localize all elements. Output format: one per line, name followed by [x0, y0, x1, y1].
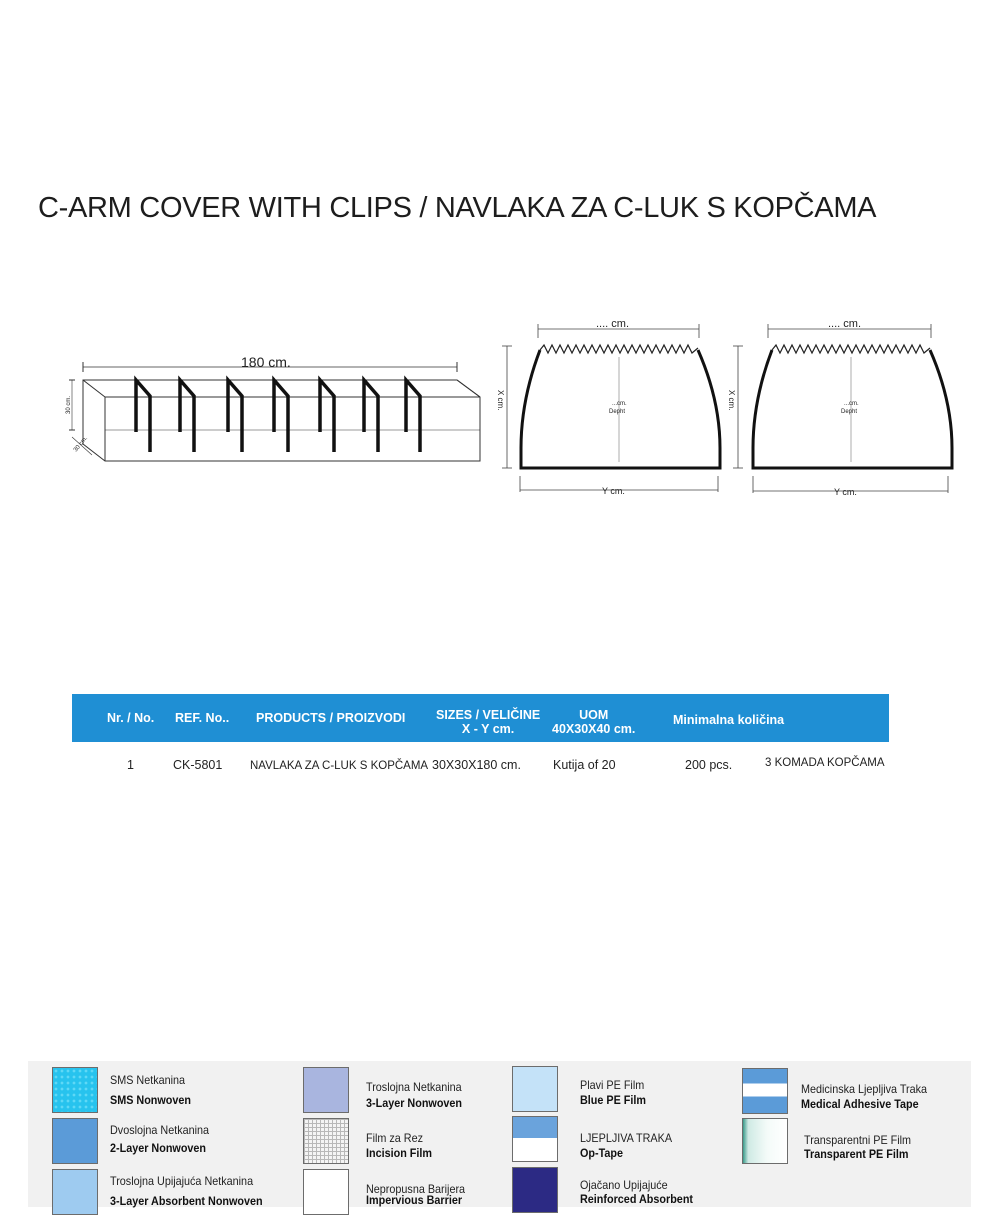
table-header [72, 694, 889, 742]
legend-label-bottom: SMS Nonwoven [110, 1093, 192, 1107]
header-sizes-line-2: X - Y cm. [461, 722, 515, 736]
view-2-depth-value: ...cm. [844, 401, 859, 407]
incision-film-swatch [303, 1118, 349, 1164]
legend-label-bottom: Reinforced Absorbent [580, 1192, 694, 1206]
clip-icon [320, 380, 334, 452]
legend-label-top: Plavi PE Film [580, 1078, 645, 1092]
cell-size: 30X30X180 cm. [432, 758, 521, 772]
materials-legend [28, 1061, 971, 1207]
3-layer-nonwoven-swatch [303, 1067, 349, 1113]
view-2-top-label: .... cm. [828, 318, 861, 330]
legend-label-top: Ojačano Upijajuće [580, 1178, 668, 1192]
cell-min-qty: 200 pcs. [685, 758, 733, 772]
legend-label-bottom: 3-Layer Nonwoven [366, 1096, 463, 1110]
clips-group [136, 380, 420, 452]
legend-label-bottom: Impervious Barrier [366, 1193, 463, 1207]
clip-icon [228, 380, 242, 452]
reinforced-absorbent-swatch [512, 1167, 558, 1213]
transparent-pe-film-swatch [742, 1118, 788, 1164]
cell-uom: Kutija of 20 [553, 758, 616, 772]
header-products: PRODUCTS / PROIZVODI [256, 711, 406, 725]
clip-icon [136, 380, 150, 452]
legend-label-top: SMS Netkanina [110, 1073, 186, 1087]
op-tape-swatch [512, 1116, 558, 1162]
sms-nonwoven-swatch [52, 1067, 98, 1113]
view-1-depth-value: ...cm. [612, 401, 627, 407]
page-title: C-ARM COVER WITH CLIPS / NAVLAKA ZA C-LUK S KOPČAMA [38, 192, 877, 224]
header-sizes-line-1: SIZES / VELIČINE [436, 708, 541, 722]
legend-label-top: Nepropusna Barijera [366, 1182, 466, 1196]
clip-icon [274, 380, 288, 452]
legend-label-top: Film za Rez [366, 1131, 424, 1145]
product-drawing [0, 300, 1000, 510]
legend-label-top: Dvoslojna Netkanina [110, 1123, 210, 1137]
header-uom-line-2: 40X30X40 cm. [552, 722, 636, 736]
legend-label-top: LJEPLJIVA TRAKA [580, 1131, 673, 1145]
header-min-qty: Minimalna količina [673, 713, 785, 727]
legend-label-top: Medicinska Ljepljiva Traka [801, 1082, 928, 1096]
legend-label-bottom: 2-Layer Nonwoven [110, 1141, 207, 1155]
clip-icon [364, 380, 378, 452]
blue-pe-film-swatch [512, 1066, 558, 1112]
clip-icon [180, 380, 194, 452]
height-label: 30 cm. [66, 395, 72, 414]
header-uom-line-1: UOM [579, 708, 609, 722]
cell-note: 3 KOMADA KOPČAMA [765, 757, 885, 769]
legend-label-bottom: 3-Layer Absorbent Nonwoven [110, 1194, 263, 1208]
legend-label-top: Troslojna Netkanina [366, 1080, 462, 1094]
header-uom [552, 708, 635, 736]
2-layer-nonwoven-swatch [52, 1118, 98, 1164]
impervious-barrier-swatch [303, 1169, 349, 1215]
header-nr: Nr. / No. [107, 711, 155, 725]
cover-view-1 [496, 318, 720, 496]
legend-label-bottom: Medical Adhesive Tape [801, 1097, 919, 1111]
legend-label-bottom: Op-Tape [580, 1146, 624, 1160]
legend-label-top: Troslojna Upijajuća Netkanina [110, 1174, 254, 1188]
clip-icon [406, 380, 420, 452]
length-label: 180 cm. [241, 354, 291, 370]
view-1-depth-label: Depht [609, 409, 626, 415]
legend-label-bottom: Blue PE Film [580, 1093, 647, 1107]
cell-nr: 1 [127, 758, 134, 772]
3-layer-absorbent-nonwoven-swatch [52, 1169, 98, 1215]
cover-view-2 [727, 318, 952, 497]
legend-label-top: Transparentni PE Film [804, 1133, 912, 1147]
header-ref: REF. No.. [175, 711, 230, 725]
view-1-y-label: Y cm. [602, 486, 625, 496]
cell-product: NAVLAKA ZA C-LUK S KOPČAMA [250, 760, 429, 772]
depth-label: 30 cm. [72, 435, 90, 454]
legend-label-bottom: Incision Film [366, 1146, 433, 1160]
view-1-x-label: X cm. [496, 390, 505, 411]
view-1-top-label: .... cm. [596, 318, 629, 330]
legend-label-bottom: Transparent PE Film [804, 1147, 909, 1161]
view-2-x-label: X cm. [727, 390, 736, 411]
cell-ref: CK-5801 [173, 758, 223, 772]
medical-adhesive-tape-swatch [742, 1068, 788, 1114]
view-2-depth-label: Depht [841, 409, 858, 415]
view-2-y-label: Y cm. [834, 487, 857, 497]
header-sizes [436, 708, 540, 736]
